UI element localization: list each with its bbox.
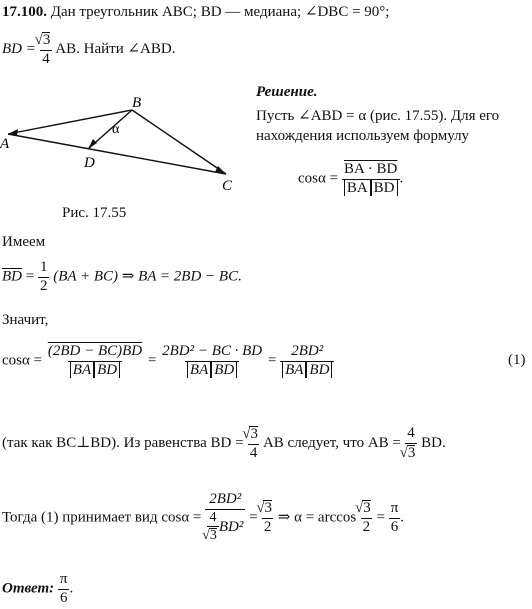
median-equation: $\overline{BD}$ = $\frac{1}{2}$ (BA + BC) ⇒ BA = 2BD − BC. xyxy=(2,259,242,294)
cos-equation-1: cosα = $\frac{(2BD - BC)BD}{\overline{BA} \overline{BD}}$ = $\frac{\text{2BD² − BC · BD}}{\overline{BA} \overline{BD}}$ = $\frac{\text{2BD²}}{\overline{BA} \overline{BD}}$ xyxy=(2,344,334,379)
solution-heading: Решение. xyxy=(256,84,318,100)
side-ac xyxy=(8,134,226,174)
have-label: Имеем xyxy=(2,234,46,250)
cos-formula: cosα = $\frac{BA \cdot BD}{\overline{BA} \overline{BD}}$ . xyxy=(298,161,404,196)
problem-statement-line-2 xyxy=(2,32,175,68)
means-label: Значит, xyxy=(2,312,49,328)
cos-den-ba: $\overline{BA}$ xyxy=(344,180,371,196)
cos-numerator: BA · BD xyxy=(344,161,398,177)
label-alpha: α xyxy=(112,122,120,137)
label-a: A xyxy=(0,136,10,152)
triangle-figure xyxy=(0,92,250,192)
bd-lhs: BD = xyxy=(2,41,36,58)
side-bc xyxy=(132,110,226,174)
figure-caption: Рис. 17.55 xyxy=(62,205,127,221)
arrow-d xyxy=(88,139,97,149)
label-d: D xyxy=(84,155,95,171)
label-b: B xyxy=(132,95,142,111)
median-rest: (BA + BC) ⇒ BA = 2BD − BC. xyxy=(53,268,242,285)
answer-label: Ответ: xyxy=(2,580,55,597)
since-line: (так как BC⊥BD). Из равенства BD = √ $\frac{3}{4}$ AB следует, что AB = 4 √ 3 BD. xyxy=(2,426,446,462)
solution-text-1: Пусть ∠ABD = α (рис. 17.55). Для его xyxy=(256,108,500,124)
cos-lhs: cosα = xyxy=(298,170,339,187)
equation-label: (1) xyxy=(508,352,526,368)
problem-number: 17.100. xyxy=(2,4,47,20)
answer-line: Ответ: $\frac{\pi}{6}$ . xyxy=(2,571,74,606)
then-line: Тогда (1) принимает вид cosα = 2BD² 4 √ 3 BD² = √ $\frac{3}{2}$ ⇒ α = arccos √ $\frac{3}{2}$ = $\frac{\pi}{6}$ . xyxy=(2,492,404,544)
sqrt3-over-4 xyxy=(40,32,53,68)
four: 4 xyxy=(42,50,50,67)
label-c: C xyxy=(222,178,233,192)
vec-bd: $\overline{BD}$ xyxy=(2,268,22,285)
cos-den-bd: $\overline{BD}$ xyxy=(371,180,398,196)
solution-text-2: нахождения используем формулу xyxy=(256,128,470,144)
problem-text-1: Дан треугольник ABC; BD — медиана; ∠DBC = 90°; xyxy=(50,4,390,20)
sqrt3: √ 3 xyxy=(42,32,51,49)
problem-text-2: AB. Найти ∠ABD. xyxy=(55,41,176,58)
problem-statement-line-1 xyxy=(2,2,389,21)
